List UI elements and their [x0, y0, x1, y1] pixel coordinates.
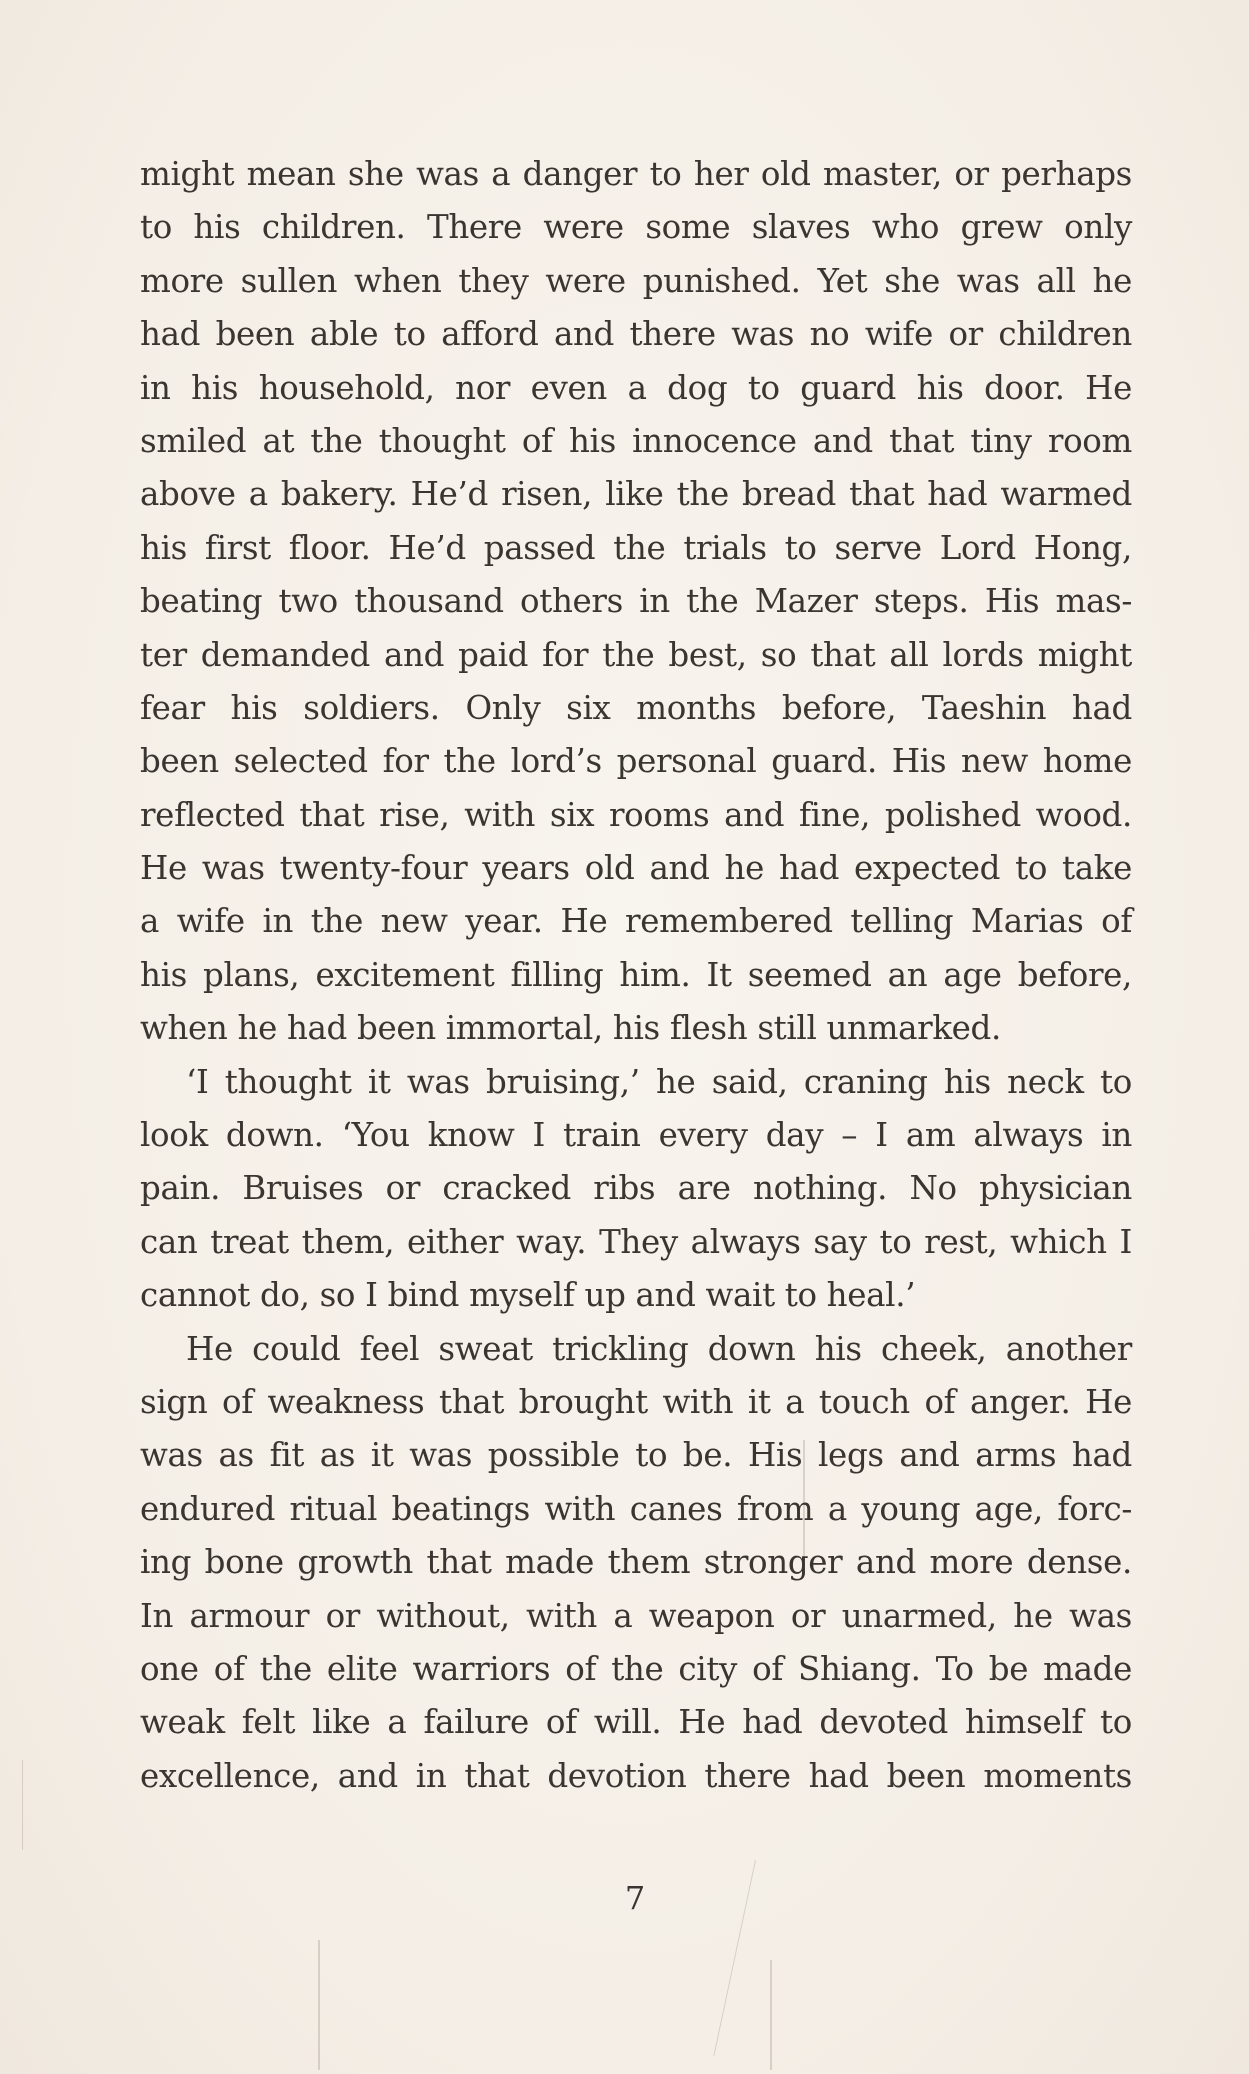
- text-line: in his household, nor even a dog to guard his door. He: [140, 368, 1132, 407]
- text-line: endured ritual beatings with canes from a young age, forc-: [140, 1489, 1132, 1528]
- text-line: He was twenty-four years old and he had expected to take: [140, 849, 1132, 888]
- text-line: one of the elite warriors of the city of Shiang. To be made: [140, 1649, 1132, 1688]
- text-line: pain. Bruises or cracked ribs are nothing. No physician: [140, 1169, 1132, 1208]
- text-line: smiled at the thought of his innocence and that tiny room: [140, 421, 1132, 460]
- text-line: beating two thousand others in the Mazer steps. His mas-: [140, 582, 1132, 621]
- text-line: sign of weakness that brought with it a touch of anger. He: [140, 1382, 1132, 1421]
- text-line: look down. ‘You know I train every day – I am always in: [140, 1116, 1132, 1155]
- page-number: 7: [624, 1879, 646, 1917]
- text-line: more sullen when they were punished. Yet she was all he: [140, 261, 1132, 300]
- scan-artifact-line: [713, 1860, 756, 2056]
- scan-artifact-line: [318, 1940, 320, 2070]
- text-line: can treat them, either way. They always say to rest, which I: [140, 1222, 1132, 1261]
- text-line: reflected that rise, with six rooms and fine, polished wood.: [140, 795, 1132, 834]
- text-line: had been able to afford and there was no wife or children: [140, 315, 1132, 354]
- text-line: his plans, excitement filling him. It seemed an age before,: [140, 955, 1132, 994]
- text-line: was as fit as it was possible to be. His legs and arms had: [140, 1436, 1132, 1475]
- text-line: his first floor. He’d passed the trials to serve Lord Hong,: [140, 528, 1132, 567]
- text-line: cannot do, so I bind myself up and wait to heal.’: [140, 1276, 916, 1315]
- body-text: [140, 148, 1132, 1803]
- text-line: ‘I thought it was bruising,’ he said, craning his neck to: [186, 1062, 1132, 1101]
- text-line: to his children. There were some slaves who grew only: [140, 208, 1132, 247]
- text-line: ter demanded and paid for the best, so that all lords might: [140, 635, 1132, 674]
- text-line: above a bakery. He’d risen, like the bread that had warmed: [140, 475, 1132, 514]
- text-line: excellence, and in that devotion there had been moments: [140, 1756, 1132, 1795]
- text-line: fear his soldiers. Only six months before, Taeshin had: [140, 688, 1132, 727]
- text-line: been selected for the lord’s personal guard. His new home: [140, 742, 1132, 781]
- text-line: when he had been immortal, his flesh still unmarked.: [140, 1009, 1001, 1048]
- text-line: might mean she was a danger to her old master, or perhaps: [140, 155, 1132, 193]
- text-line: ing bone growth that made them stronger and more dense.: [140, 1543, 1132, 1582]
- text-line: In armour or without, with a weapon or unarmed, he was: [140, 1596, 1132, 1635]
- text-line: a wife in the new year. He remembered telling Marias of: [140, 902, 1132, 941]
- text-line: weak felt like a failure of will. He had devoted himself to: [140, 1703, 1132, 1742]
- scan-artifact-line: [22, 1760, 23, 1850]
- text-line: He could feel sweat trickling down his cheek, another: [186, 1329, 1132, 1368]
- scan-artifact-line: [770, 1960, 772, 2070]
